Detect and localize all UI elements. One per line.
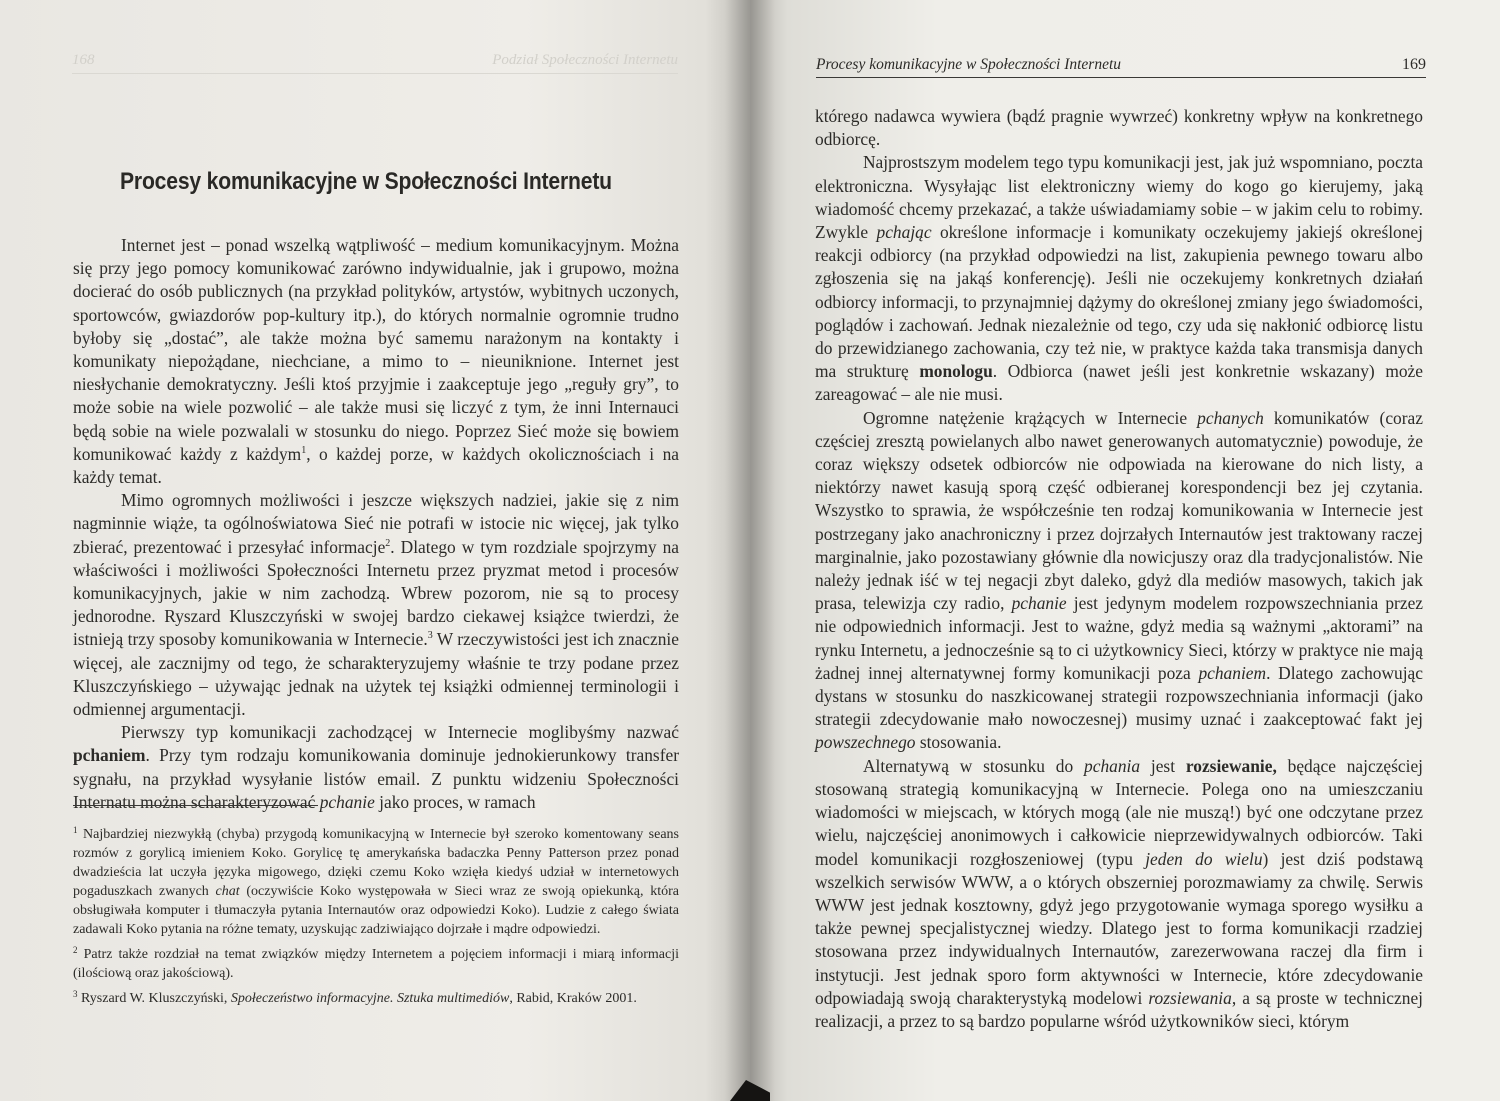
footnotes [73,825,679,1014]
right-page [750,0,1500,1101]
paragraph-2: Mimo ogromnych możliwości i jeszcze większych nadziei, jakie się z nim nagminnie wiąże, ta ogólnoświatowa Sieć nie potrafi w istocie nic więcej, jak tylko zbierać, prezentować i przesyłać informacje$^2$. Dlatego w tym rozdziale spojrzymy na właściwości i możliwości Społeczności Internetu przez pryzmat metod i procesów komunikacyjnych, jakie w nim zachodzą. Wbrew pozorom, nie są to procesy jednorodne. Ryszard Kluszczyński w swojej bardzo ciekawej książce twierdzi, że istnieją trzy sposoby komunikowania w Internecie.$^3$ W rzeczywistości jest ich znacznie więcej, ale zacznijmy od tego, że scharakteryzujemy właśnie te trzy podane przez Kluszczyńskiego – używając jednak na użytek tej książki odmiennej terminologii i odmiennej argumentacji. [73,490,679,720]
footnote-ref-3[interactable]: 3 [427,630,433,642]
paragraph-rozsiewanie: Alternatywą w stosunku do pchania jest rozsiewanie, będące najczęściej stosowaną strategią komunikacyjną w Internecie. Polega ono na umieszczaniu wiadomości w miejscach, w których mogą (ale nie muszą!) być one odczytane przez wielu, najczęściej anonimowych i całkowicie nieprzewidywalnych odbiorców. Taki model komunikacji rozgłoszeniowej (typu jeden do wielu) jest dziś podstawą wszelkich serwisów WWW, a o których obszerniej porozmawiamy za chwilę. Serwis WWW jest jednak kosztowny, gdyż jego przygotowanie wymaga sporego wysiłku a także pewnej specjalistycznej wiedzy. Dlatego jest to forma komunikacji rzadziej stosowana przez indywidualnych Internautów, zarezerwowana raczej dla firm i instytucji. Jest jednak sporo form aktywności w Internecie, które zdecydowanie odpowiadają swoją charakterystyką modelowi rozsiewania, a są proste w technicznej realizacji, a przez to są bardzo popularne wśród użytkowników sieci, którym [815,755,1424,1031]
left-body-text [73,234,679,814]
term-rozsiewanie: rozsiewanie, [1185,755,1277,776]
paragraph-1: Internet jest – ponad wszelką wątpliwość – medium komunikacyjnym. Można się przy jego pomocy komunikować zarówno indywidualnie, jak i grupowo, można docierać do osób publicznych (na przykład polityków, artystów, wybitnych uczonych, sportowców, gwiazdorów pop-kultury itp.), do których normalnie ogromnie trudno byłoby się „dostać”, ale także można być samemu narażonym na kontakty i komunikaty niepożądane, niechciane, a mimo to – nieuniknione. Internet jest niesłychanie demokratyczny. Jeśli ktoś przyjmie i zaakceptuje jego „reguły gry”, to może sobie na wiele pozwolić – ale także musi się liczyć z tym, że inni Internauci będą sobie na wiele pozwalali w stosunku do niego. Poprzez Sieć może się bowiem komunikować każdy z każdym$^1$, o każdej porze, w każdych okolicznościach i na każdy temat. [73,235,679,488]
paragraph-email: Najprostszym modelem tego typu komunikacji jest, jak już wspomniano, poczta elektroniczna. Wysyłając list elektroniczny wiemy do kogo go kierujemy, jaką wiadomość chcemy przekazać, a także uświadamiamy sobie – w jakim celu to robimy. Zwykle pchając określone informacje i komunikaty oczekujemy jakiejś określonej reakcji odbiorcy (na przykład odpowiedzi na list, zakupienia pewnego towaru albo zgłoszenia się na jakąś konferencję). Jeśli nie oczekujemy konkretnych działań odbiorcy informacji, to przynajmniej dążymy do określonej zmiany jego świadomości, poglądów i zachowań. Jednak niezależnie od tego, czy uda się nakłonić odbiorcę listu do przewidzianego zachowania, czy też nie, w praktyce każda taka transmisja danych ma strukturę monologu. Odbiorca (nawet jeśli jest konkretnie wskazany) może zareagować – ale nie musi. [815,152,1423,405]
footnote-ref-2[interactable]: 2 [385,537,391,549]
chapter-title: Procesy komunikacyjne w Społeczności Internetu [120,168,612,195]
paragraph-3: Pierwszy typ komunikacji zachodzącej w Internecie moglibyśmy nazwać pchaniem. Przy tym rodzaju komunikowania dominuje jednokierunkowy transfer sygnału, na przykład wysyłanie listów email. Z punktu widzeniu Społeczności Internatu można scharakteryzować pchanie jako proces, w ramach [73,722,679,812]
ghost-running-header [72,52,678,74]
ghost-running-title: Podział Społeczności Internetu [492,52,678,68]
term-monolog: monologu [919,361,993,382]
running-title: Procesy komunikacyjne w Społeczności Internetu [816,56,1122,73]
footnote-1: $^1$ Najbardziej niezwykłą (chyba) przygodą komunikacyjną w Internecie był szeroko komentowany seans rozmów z gorylicą imieniem Koko. Gorylicę tę amerykańska badaczka Penny Patterson przez ponad dwadzieścia lat uczyła języka migowego, dzięki czemu Koko wzięła kiedyś udział w internetowych pogaduszkach zwanych chat (oczywiście Koko występowała w Sieci wraz ze swoją opiekunką, która obsługiwała komputer i tłumaczyła pytania Internautów oraz odpowiedzi Koko). Ludzie z całego świata zadawali Koko pytania na różne tematy, uzyskując zadziwiająco dojrzałe i mądre odpowiedzi. [73,825,680,937]
footnote-3: $^3$ Ryszard W. Kluszczyński, Społeczeństwo informacyjne. Sztuka multimediów, Rabid, Kraków 2001. [73,989,637,1006]
ghost-page-number: 168 [72,52,95,68]
page-number: 169 [1402,56,1426,73]
footnote-2: $^2$ Patrz także rozdział na temat związków między Internetem a pojęciem informacji i miarą informacji (ilościową oraz jakościową). [73,945,679,981]
term-pchanie: pchaniem [73,745,146,766]
footnote-ref-1[interactable]: 1 [301,444,307,456]
paragraph-pchanie: Ogromne natężenie krążących w Internecie pchanych komunikatów (coraz częściej zresztą powielanych albo nawet generowanych automatycznie) powoduje, że coraz większy odsetek odbiorców nie odpowiada na kierowane do nich listy, a niektórzy nawet kasują sporą część odbieranej korespondencji bez jej czytania. Wszystko to sprawia, że współcześnie ten rodzaj komunikowania w Internecie jest postrzegany jako anachroniczny i przez dojrzałych Internautów jest traktowany raczej marginalnie, jako pozostawiany głównie dla nowicjuszy oraz dla tradycjonalistów. Nie należy jednak iść w tej negacji zbyt daleko, gdyż dla mediów masowych, takich jak prasa, telewizja czy radio, pchanie jest jedynym modelem rozpowszechniania przez nie odpowiednich informacji. Jest to ważne, gdyż media są ważnymi „aktorami” na rynku Internetu, a jednocześnie są to ci użytkownicy Sieci, którzy w praktyce nie mają żadnej innej alternatywnej formy komunikacji poza pchaniem. Dlatego zachowując dystans w stosunku do naszkicowanej strategii rozpowszechniania informacji (jako strategii zdecydowanie mało nowoczesnej) musimy uznać i zaakceptować fakt jej powszechnego stosowania. [815,407,1424,753]
paragraph-continued: którego nadawca wywiera (bądź pragnie wywrzeć) konkretny wpływ na konkretnego odbiorcę. [815,106,1423,150]
running-header [816,56,1426,78]
right-body-text [815,105,1423,1033]
footnote-divider [73,805,318,806]
